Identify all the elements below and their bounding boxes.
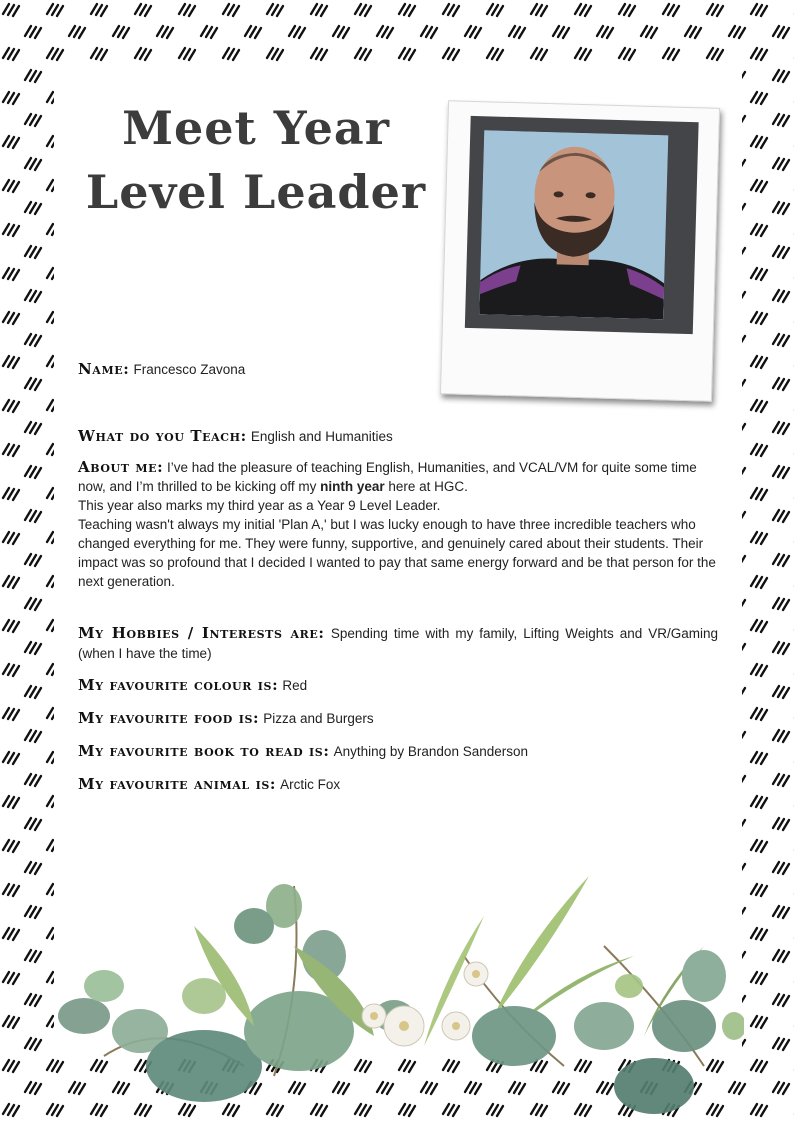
polaroid-photo (440, 100, 720, 401)
about-p1-bold: ninth year (320, 479, 385, 494)
about-section (78, 458, 718, 591)
animal-value: Arctic Fox (280, 777, 341, 792)
food-value: Pizza and Burgers (263, 711, 374, 726)
food-label: My favourite food is: (78, 709, 260, 727)
title-line-2: Level Leader (85, 165, 427, 219)
food-row (78, 709, 718, 729)
name-row (78, 360, 718, 380)
about-p2: This year also marks my third year as a Year 9 Level Leader. (78, 498, 441, 513)
hobbies-label: My Hobbies / Interests are: (78, 624, 325, 642)
about-label: About me: (78, 458, 164, 476)
eucalyptus-leaves-decoration (44, 866, 744, 1116)
teach-label: What do you Teach: (78, 427, 247, 445)
animal-label: My favourite animal is: (78, 775, 277, 793)
title-line-1: Meet Year (122, 101, 390, 155)
hobbies-row (78, 624, 718, 664)
name-value: Francesco Zavona (133, 362, 246, 377)
book-label: My favourite book to read is: (78, 742, 330, 760)
hobbies-value: Spending time with my family, Lifting Weights and VR/Gaming (when I have the time) (78, 626, 718, 661)
portrait-photo (479, 130, 668, 319)
colour-value: Red (282, 678, 308, 693)
about-p3: Teaching wasn't always my initial 'Plan A,' but I was lucky enough to have three incredible teachers who changed everything for me. They were funny, supportive, and genuinely cared about their students. Their impact was so profound that I decided I wanted to pay that same energy forward and be that person for the next generation. (78, 517, 716, 589)
book-row (78, 742, 718, 762)
page-title (70, 96, 442, 224)
book-value: Anything by Brandon Sanderson (333, 744, 528, 759)
photo-frame (465, 116, 699, 334)
about-p1-a: I’ve had the pleasure of teaching English, Humanities, and VCAL/VM for quite some time now, and I’m thrilled to be kicking off my (78, 460, 697, 494)
colour-label: My favourite colour is: (78, 676, 279, 694)
about-p1-b: here at HGC. (384, 479, 468, 494)
colour-row (78, 676, 718, 696)
teach-value: English and Humanities (250, 429, 393, 444)
name-label: Name: (78, 360, 130, 378)
teach-row (78, 427, 718, 447)
animal-row (78, 775, 718, 795)
